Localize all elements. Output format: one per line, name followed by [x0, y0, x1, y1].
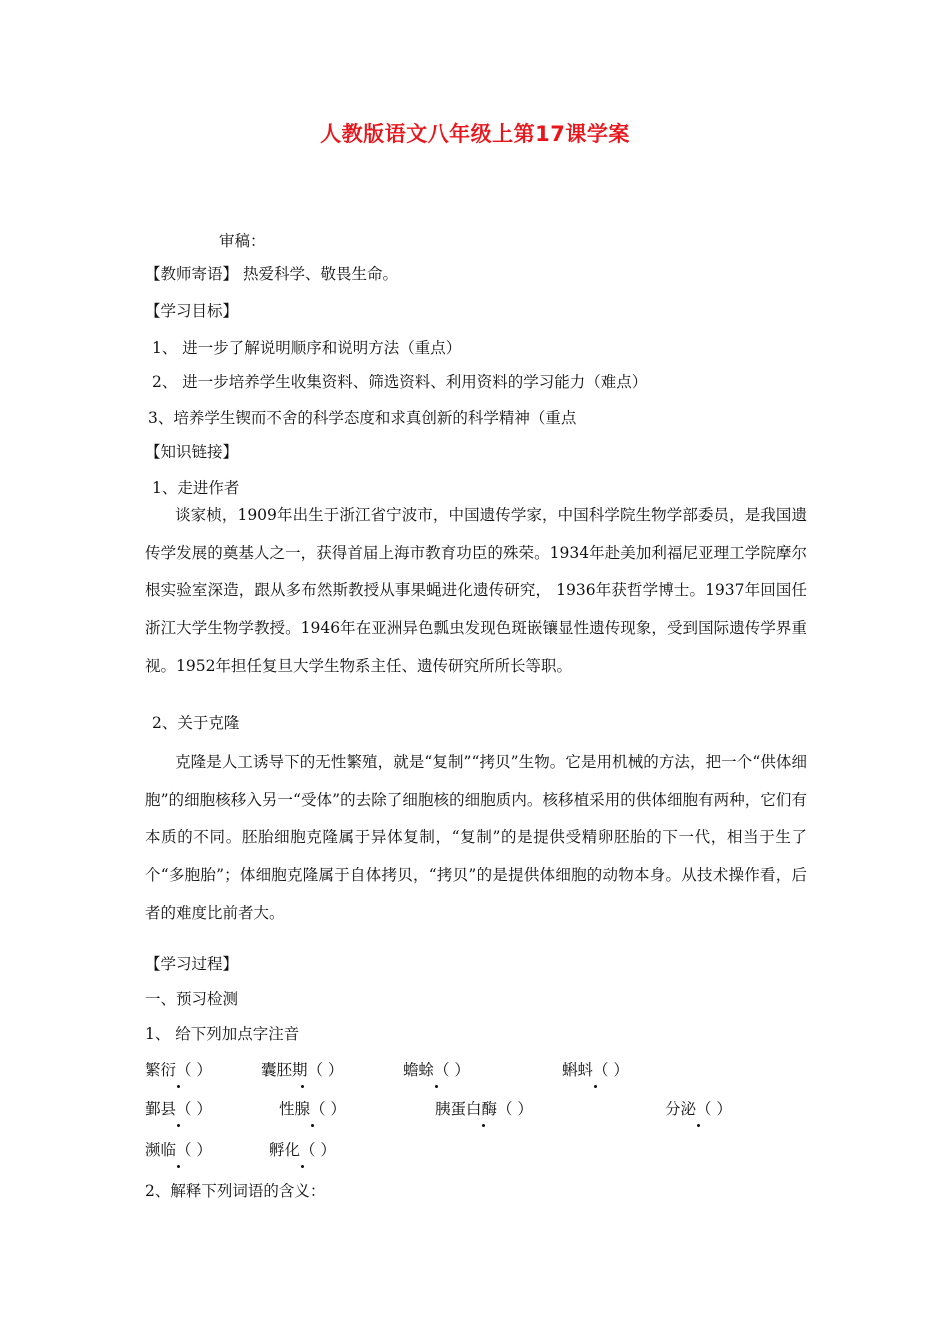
pinyin-item: 鄞县（ ） — [145, 1097, 212, 1119]
question-1-label: 1、 给下列加点字注音 — [145, 1025, 300, 1043]
objective-item: 2、 进一步培养学生收集资料、筛选资料、利用资料的学习能力（难点） — [152, 373, 648, 391]
author-paragraph: 谈家桢，1909年出生于浙江省宁波市，中国遗传学家，中国科学院生物学部委员，是我国遗传学发展的奠基人之一，获得首届上海市教育功臣的殊荣。1934年赴美加利福尼亚理工学院摩尔根实验室深造，跟从多布然斯教授从事果蝇进化遗传研究， 1936年获哲学博士。1937年回国任浙江大学生物学教授。1946年在亚洲异色瓢虫发现色斑嵌镶显性遗传现象，受到国际遗传学界重视。1952年担任复旦大学生物系主任、遗传研究所所长等职。 — [145, 506, 807, 675]
teacher-message-label: 【教师寄语】 — [145, 265, 239, 283]
pinyin-item: 胰蛋白酶（ ） — [435, 1097, 533, 1119]
objectives-heading: 【学习目标】 — [145, 302, 239, 320]
question-2-label: 2、解释下列词语的含义： — [145, 1182, 326, 1200]
pinyin-row-2 — [145, 1097, 815, 1119]
preview-heading: 一、预习检测 — [145, 990, 239, 1008]
author-heading: 1、走进作者 — [152, 479, 240, 497]
pinyin-item: 濒临（ ） — [145, 1138, 212, 1160]
page-title: 人教版语文八年级上第17课学案 — [320, 122, 630, 146]
pinyin-item: 分泌（ ） — [665, 1097, 732, 1119]
pinyin-item: 繁衍（ ） — [145, 1058, 212, 1080]
objective-item: 1、 进一步了解说明顺序和说明方法（重点） — [152, 339, 462, 357]
pinyin-item: 性腺（ ） — [279, 1097, 346, 1119]
pinyin-item: 蟾蜍（ ） — [403, 1058, 470, 1080]
knowledge-heading: 【知识链接】 — [145, 443, 239, 461]
clone-paragraph: 克隆是人工诱导下的无性繁殖，就是“复制”“拷贝”生物。它是用机械的方法，把一个“供体细胞”的细胞核移入另一“受体”的去除了细胞核的细胞质内。核移植采用的供体细胞有两种，它们有本质的不同。胚胎细胞克隆属于异体复制，“复制”的是提供受精卵胚胎的下一代，相当于生了个“多胞胎”；体细胞克隆属于自体拷贝，“拷贝”的是提供体细胞的动物本身。从技术操作看，后者的难度比前者大。 — [145, 753, 807, 922]
pinyin-item: 孵化（ ） — [269, 1138, 336, 1160]
objective-item: 3、培养学生锲而不舍的科学态度和求真创新的科学精神（重点 — [148, 409, 577, 427]
teacher-message — [145, 264, 398, 284]
clone-heading: 2、关于克隆 — [152, 714, 240, 732]
pinyin-item: 囊胚期（ ） — [261, 1058, 343, 1080]
teacher-message-text: 热爱科学、敬畏生命。 — [238, 265, 398, 283]
pinyin-item: 蝌蚪（ ） — [562, 1058, 629, 1080]
process-heading: 【学习过程】 — [145, 955, 239, 973]
pinyin-row-1 — [145, 1058, 815, 1080]
pinyin-row-3 — [145, 1138, 815, 1160]
reviewer-label: 审稿： — [219, 232, 266, 250]
